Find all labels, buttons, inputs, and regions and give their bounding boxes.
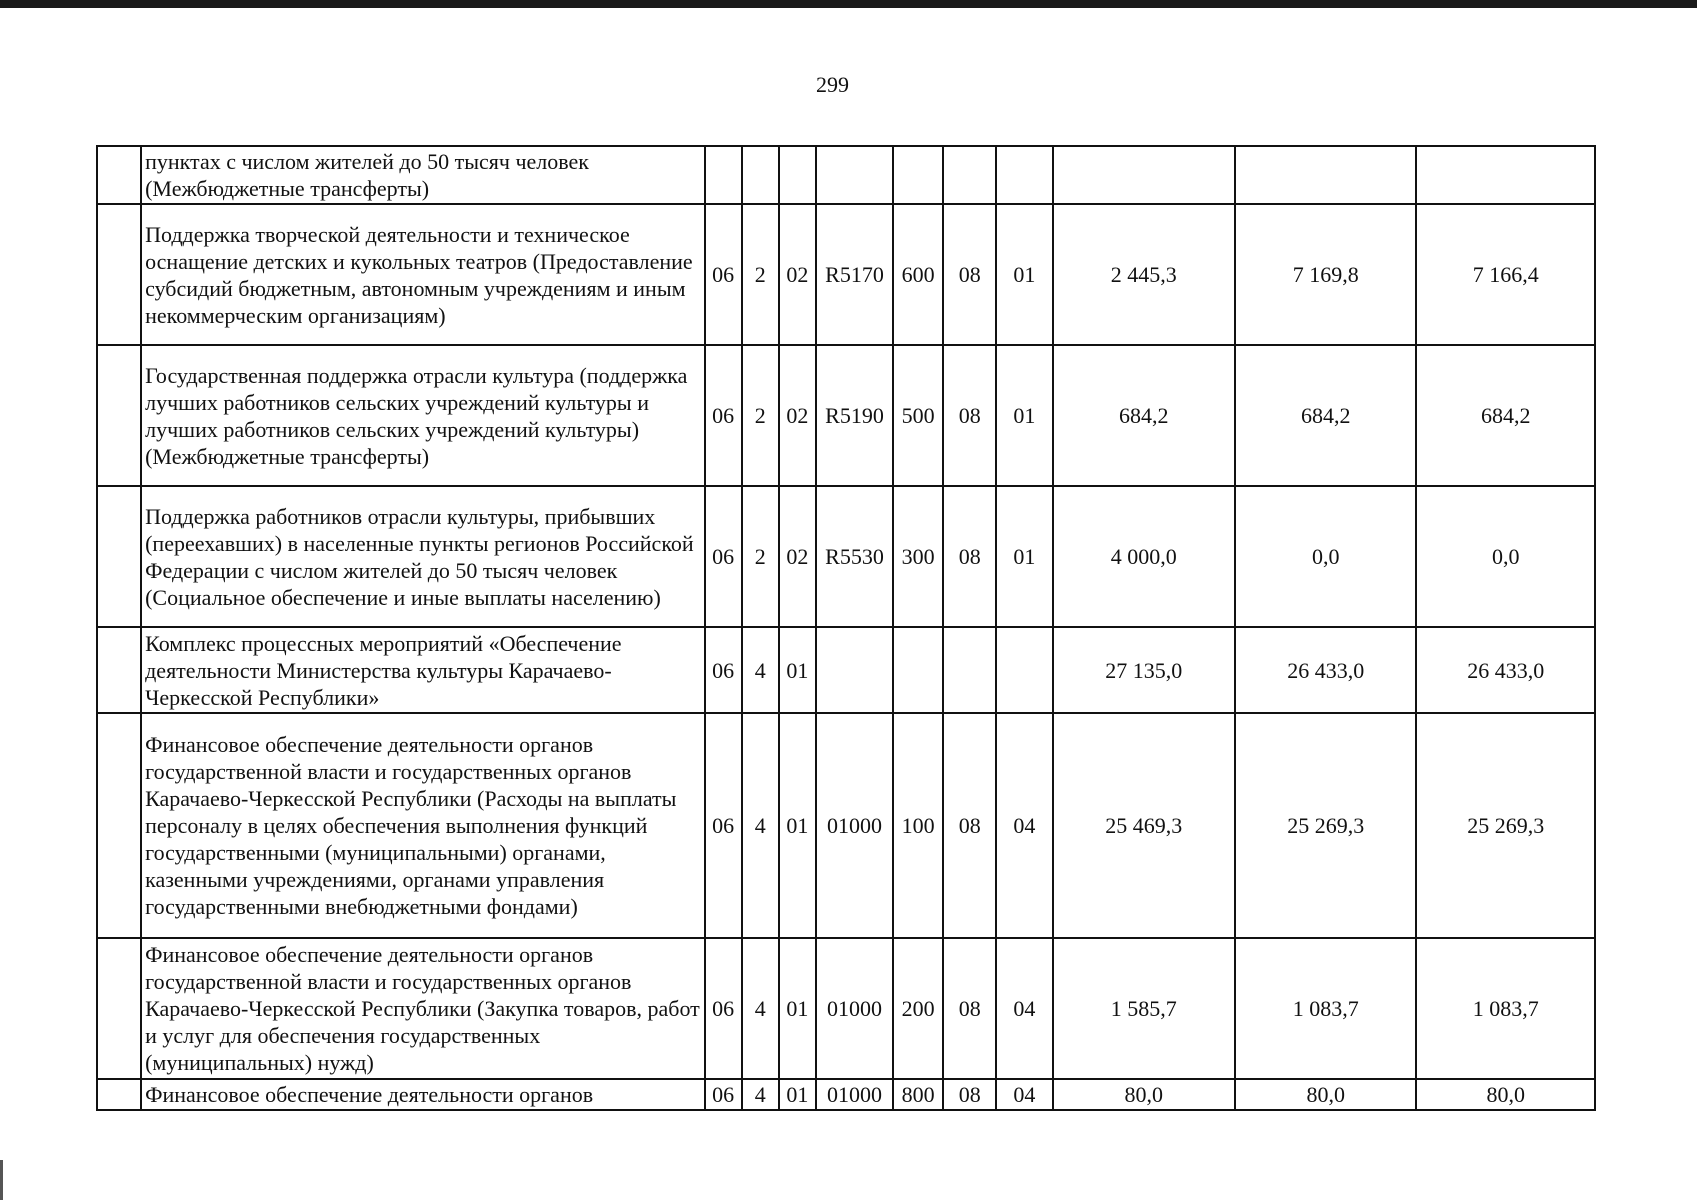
code-cell — [705, 146, 742, 204]
row-index-cell — [97, 486, 141, 627]
row-name: Финансовое обеспечение деятельности органов государственной власти и государственных органов Карачаево-Черкесской Республики (Расходы на выплаты персоналу в целях обеспечения выполнения функций государственными (муниципальными) органами, казенными учреждениями, органами управления государственными внебюджетными фондами) — [141, 713, 705, 938]
amount-cell: 80,0 — [1416, 1079, 1595, 1110]
code-cell: 200 — [893, 938, 943, 1079]
code-cell: 04 — [996, 713, 1052, 938]
table-row — [97, 713, 1595, 938]
code-cell: 06 — [705, 204, 742, 345]
code-cell: 06 — [705, 345, 742, 486]
code-cell: 06 — [705, 627, 742, 713]
amount-cell: 26 433,0 — [1235, 627, 1416, 713]
code-cell: 01 — [996, 204, 1052, 345]
code-cell: 01000 — [816, 1079, 893, 1110]
row-name: пунктах с числом жителей до 50 тысяч человек (Межбюджетные трансферты) — [141, 146, 705, 204]
amount-cell — [1416, 146, 1595, 204]
code-cell — [996, 627, 1052, 713]
table-row — [97, 938, 1595, 1079]
code-cell: 08 — [943, 1079, 996, 1110]
row-index-cell — [97, 938, 141, 1079]
code-cell: 01 — [779, 713, 816, 938]
code-cell: 800 — [893, 1079, 943, 1110]
row-index-cell — [97, 146, 141, 204]
code-cell: 08 — [943, 938, 996, 1079]
amount-cell: 25 469,3 — [1053, 713, 1235, 938]
amount-cell: 25 269,3 — [1235, 713, 1416, 938]
code-cell: 4 — [742, 938, 779, 1079]
row-name: Государственная поддержка отрасли культура (поддержка лучших работников сельских учреждений культуры и лучших работников сельских учреждений культуры) (Межбюджетные трансферты) — [141, 345, 705, 486]
code-cell — [943, 627, 996, 713]
code-cell: 02 — [779, 486, 816, 627]
code-cell: 02 — [779, 204, 816, 345]
code-cell — [742, 146, 779, 204]
code-cell: 04 — [996, 1079, 1052, 1110]
amount-cell — [1235, 146, 1416, 204]
row-index-cell — [97, 1079, 141, 1110]
code-cell: 2 — [742, 345, 779, 486]
table-row — [97, 345, 1595, 486]
amount-cell: 0,0 — [1235, 486, 1416, 627]
row-index-cell — [97, 204, 141, 345]
code-cell: 01 — [996, 345, 1052, 486]
code-cell — [816, 627, 893, 713]
code-cell: 04 — [996, 938, 1052, 1079]
code-cell — [893, 146, 943, 204]
code-cell: 02 — [779, 345, 816, 486]
amount-cell: 0,0 — [1416, 486, 1595, 627]
amount-cell: 26 433,0 — [1416, 627, 1595, 713]
code-cell: 08 — [943, 204, 996, 345]
amount-cell: 1 585,7 — [1053, 938, 1235, 1079]
code-cell: 300 — [893, 486, 943, 627]
code-cell: 06 — [705, 938, 742, 1079]
code-cell: 01 — [996, 486, 1052, 627]
code-cell: 2 — [742, 204, 779, 345]
code-cell: 01 — [779, 627, 816, 713]
amount-cell: 4 000,0 — [1053, 486, 1235, 627]
code-cell: 2 — [742, 486, 779, 627]
amount-cell: 7 169,8 — [1235, 204, 1416, 345]
code-cell — [943, 146, 996, 204]
code-cell: 06 — [705, 713, 742, 938]
code-cell: 01000 — [816, 713, 893, 938]
row-index-cell — [97, 627, 141, 713]
amount-cell: 80,0 — [1053, 1079, 1235, 1110]
code-cell: 4 — [742, 713, 779, 938]
code-cell: 08 — [943, 486, 996, 627]
code-cell — [996, 146, 1052, 204]
code-cell: 08 — [943, 345, 996, 486]
amount-cell: 25 269,3 — [1416, 713, 1595, 938]
scan-top-border — [0, 0, 1697, 8]
row-index-cell — [97, 713, 141, 938]
amount-cell: 7 166,4 — [1416, 204, 1595, 345]
code-cell: 4 — [742, 1079, 779, 1110]
table-row — [97, 204, 1595, 345]
code-cell — [779, 146, 816, 204]
code-cell: R5190 — [816, 345, 893, 486]
amount-cell — [1053, 146, 1235, 204]
budget-table — [96, 145, 1596, 1111]
amount-cell: 684,2 — [1053, 345, 1235, 486]
amount-cell: 684,2 — [1235, 345, 1416, 486]
code-cell: 08 — [943, 713, 996, 938]
row-name: Финансовое обеспечение деятельности органов — [141, 1079, 705, 1110]
code-cell: 4 — [742, 627, 779, 713]
amount-cell: 27 135,0 — [1053, 627, 1235, 713]
amount-cell: 1 083,7 — [1235, 938, 1416, 1079]
code-cell: 01 — [779, 1079, 816, 1110]
code-cell: 06 — [705, 486, 742, 627]
row-index-cell — [97, 345, 141, 486]
page-number: 299 — [816, 72, 849, 97]
amount-cell: 2 445,3 — [1053, 204, 1235, 345]
code-cell: 01 — [779, 938, 816, 1079]
code-cell: 01000 — [816, 938, 893, 1079]
code-cell: 600 — [893, 204, 943, 345]
table-row — [97, 1079, 1595, 1110]
code-cell: 06 — [705, 1079, 742, 1110]
code-cell — [816, 146, 893, 204]
scan-edge-mark — [0, 1160, 3, 1200]
code-cell: 500 — [893, 345, 943, 486]
code-cell: R5530 — [816, 486, 893, 627]
row-name: Поддержка работников отрасли культуры, прибывших (переехавших) в населенные пункты регионов Российской Федерации с числом жителей до 50 тысяч человек (Социальное обеспечение и иные выплаты населению) — [141, 486, 705, 627]
code-cell — [893, 627, 943, 713]
table-row — [97, 627, 1595, 713]
row-name: Поддержка творческой деятельности и техническое оснащение детских и кукольных театров (Предоставление субсидий бюджетным, автономным учреждениям и иным некоммерческим организациям) — [141, 204, 705, 345]
row-name: Комплекс процессных мероприятий «Обеспечение деятельности Министерства культуры Карачаево-Черкесской Республики» — [141, 627, 705, 713]
amount-cell: 684,2 — [1416, 345, 1595, 486]
code-cell: R5170 — [816, 204, 893, 345]
code-cell: 100 — [893, 713, 943, 938]
amount-cell: 1 083,7 — [1416, 938, 1595, 1079]
row-name: Финансовое обеспечение деятельности органов государственной власти и государственных органов Карачаево-Черкесской Республики (Закупка товаров, работ и услуг для обеспечения государственных (муниципальных) нужд) — [141, 938, 705, 1079]
amount-cell: 80,0 — [1235, 1079, 1416, 1110]
table-row — [97, 486, 1595, 627]
table-row — [97, 146, 1595, 204]
